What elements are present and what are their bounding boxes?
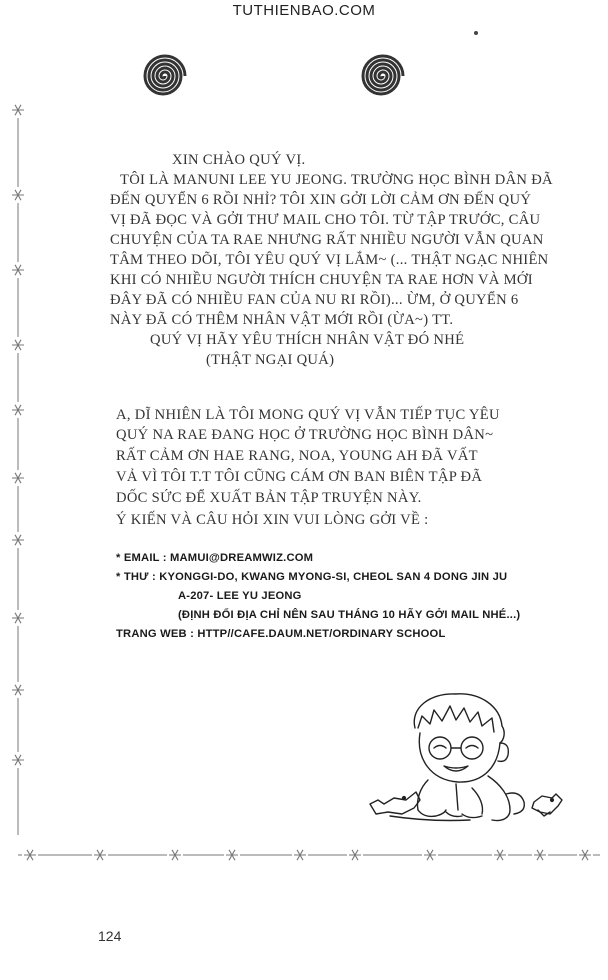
snowflake-icon [10,470,26,486]
letter-line: RẤT CẢM ƠN HAE RANG, NOA, YOUNG AH ĐÃ VẤT [116,448,478,464]
letter-line: XIN CHÀO QUÝ VỊ. [172,152,306,168]
spiral-icon [139,52,187,100]
snowflake-icon [22,847,38,863]
dot-icon [474,31,478,35]
letter-line: QUÝ VỊ HÃY YÊU THÍCH NHÂN VẬT ĐÓ NHÉ [150,332,465,348]
letter-line: VẢ VÌ TÔI T.T TÔI CŨNG CÁM ƠN BAN BIÊN TẬP ĐÃ [116,469,483,485]
letter-line: (THẬT NGẠI QUÁ) [206,352,335,368]
contact-email: * EMAIL : MAMUI@DREAMWIZ.COM [116,552,314,564]
snowflake-icon [532,847,548,863]
letter-line: TÂM THEO DÕI, TÔI YÊU QUÝ VỊ LẮM~ (... THẬT NGẠC NHIÊN [110,252,549,268]
snowflake-icon [10,337,26,353]
letter-line: Ý KIẾN VÀ CÂU HỎI XIN VUI LÒNG GỞI VỀ : [116,512,429,528]
snowflake-icon [422,847,438,863]
contact-mail-note: (ĐỊNH ĐỔI ĐỊA CHỈ NÊN SAU THÁNG 10 HÃY GỞI MAIL NHÉ...) [178,609,521,621]
snowflake-icon [10,682,26,698]
snowflake-icon [10,610,26,626]
snowflake-icon [224,847,240,863]
snowflake-icon [10,187,26,203]
letter-line: TÔI LÀ MANUNI LEE YU JEONG. TRƯỜNG HỌC BÌNH DÂN ĐÃ [120,172,553,188]
page-number: 124 [98,928,122,944]
snowflake-icon [492,847,508,863]
letter-line: KHI CÓ NHIỀU NGƯỜI THÍCH CHUYỆN TA RAE HƠN VÀ MỚI [110,272,533,288]
snowflake-icon [10,752,26,768]
snowflake-icon [92,847,108,863]
snowflake-icon [292,847,308,863]
letter-line: DỐC SỨC ĐỂ XUẤT BẢN TẬP TRUYỆN NÀY. [116,490,422,506]
contact-mail-address-line2: A-207- LEE YU JEONG [178,590,302,602]
spiral-icon [357,52,405,100]
snowflake-icon [10,402,26,418]
contact-mail-address: * THƯ : KYONGGI-DO, KWANG MYONG-SI, CHEOL SAN 4 DONG JIN JU [116,571,508,583]
cartoon-character-illustration [360,688,570,828]
site-watermark: TUTHIENBAO.COM [232,2,376,19]
snowflake-icon [10,262,26,278]
letter-line: ĐẾN QUYỂN 6 RỒI NHỈ? TÔI XIN GỞI LỜI CẢM ƠN ĐẾN QUÝ [110,192,532,208]
letter-line: QUÝ NA RAE ĐANG HỌC Ở TRƯỜNG HỌC BÌNH DÂN~ [116,427,494,443]
snowflake-icon [10,102,26,118]
letter-line: CHUYỆN CỦA TA RAE NHƯNG RẤT NHIỀU NGƯỜI VẪN QUAN [110,232,544,248]
letter-line: ĐÂY ĐÃ CÓ NHIỀU FAN CỦA NU RI RỒI)... ỪM, Ở QUYỂN 6 [110,292,519,308]
letter-line: A, DĨ NHIÊN LÀ TÔI MONG QUÝ VỊ VẪN TIẾP TỤC YÊU [116,407,500,423]
letter-line: VỊ ĐÃ ĐỌC VÀ GỞI THƯ MAIL CHO TÔI. TỪ TẬP TRƯỚC, CÂU [110,212,541,228]
snowflake-icon [577,847,593,863]
contact-website: TRANG WEB : HTTP//CAFE.DAUM.NET/ORDINARY SCHOOL [116,628,446,640]
letter-line: NÀY ĐÃ CÓ THÊM NHÂN VẬT MỚI RỒI (ỪA~) TT. [110,312,454,328]
snowflake-icon [347,847,363,863]
snowflake-icon [10,532,26,548]
snowflake-icon [167,847,183,863]
